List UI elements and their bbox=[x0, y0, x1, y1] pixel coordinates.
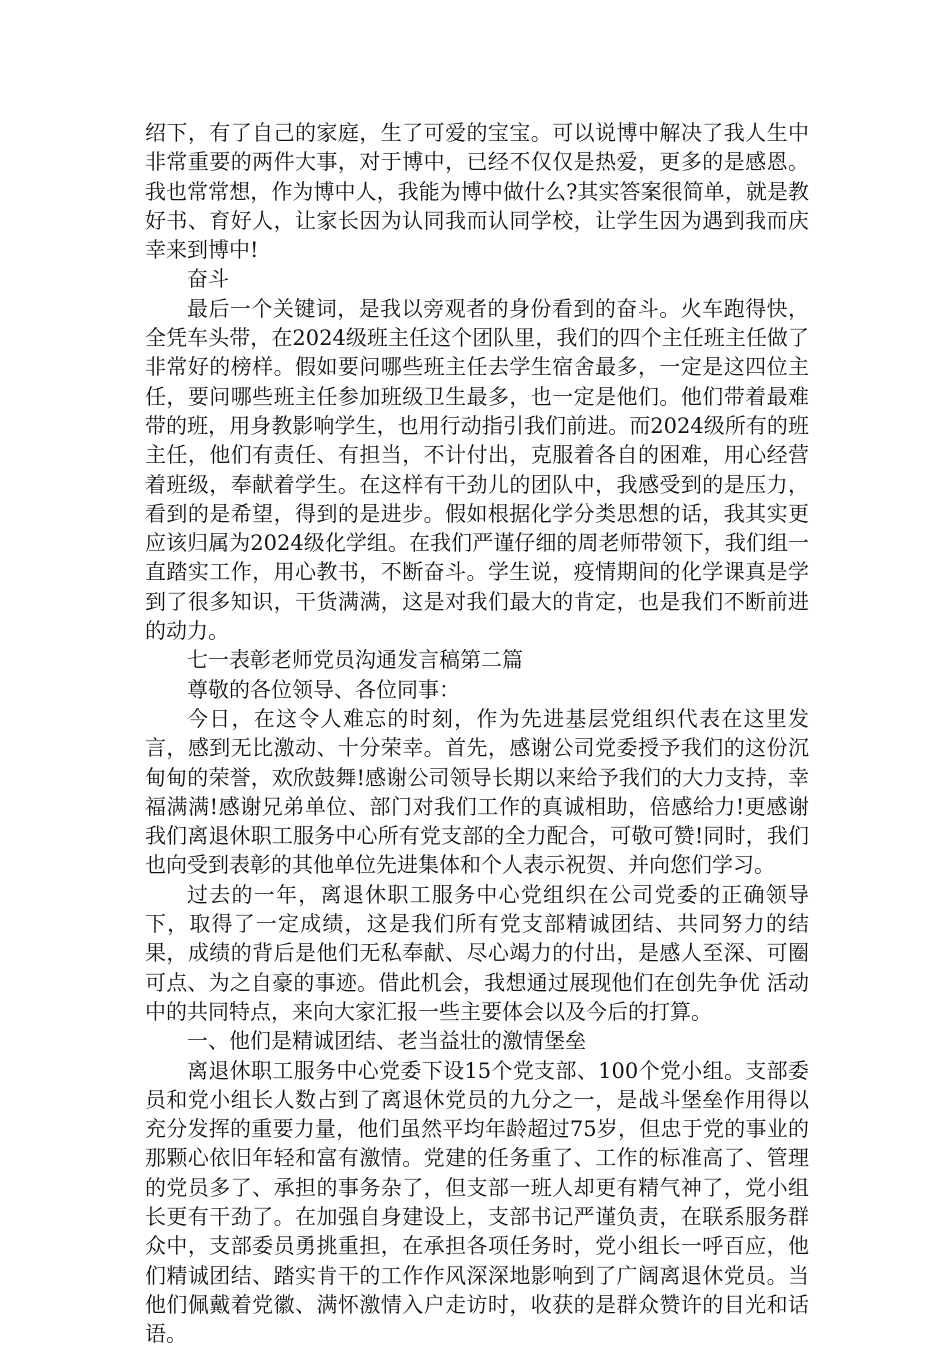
paragraph-struggle: 最后一个关键词，是我以旁观者的身份看到的奋斗。火车跑得快，全凭车头带，在2024级班主任这个团队里，我们的四个主任班主任做了非常好的榜样。假如要问哪些班主任去学生宿舍最多，一定是这四位主任，要问哪些班主任参加班级卫生最多，也一定是他们。他们带着最难带的班，用身教影响学生，也用行动指引我们前进。而2024级所有的班主任，他们有责任、有担当，不计付出，克服着各自的困难，用心经营着班级，奉献着学生。在这样有干劲儿的团队中，我感受到的是压力，看到的是希望，得到的是进步。假如根据化学分类思想的话，我其实更应该归属为2024级化学组。在我们严谨仔细的周老师带领下，我们组一直踏实工作，用心教书，不断奋斗。学生说，疫情期间的化学课真是学到了很多知识，干货满满，这是对我们最大的肯定，也是我们不断前进的动力。 bbox=[145, 295, 809, 647]
paragraph-past-year: 过去的一年，离退休职工服务中心党组织在公司党委的正确领导下，取得了一定成绩，这是我们所有党支部精诚团结、共同努力的结果，成绩的背后是他们无私奉献、尽心竭力的付出，是感人至深、可圈可点、为之自豪的事迹。借此机会，我想通过展现他们在创先争优 活动中的共同特点，来向大家汇报一些主要体会以及今后的打算。 bbox=[145, 881, 809, 1027]
article-title-second: 七一表彰老师党员沟通发言稿第二篇 bbox=[145, 646, 809, 675]
section-heading-struggle: 奋斗 bbox=[145, 265, 809, 294]
paragraph-thanks: 今日，在这令人难忘的时刻，作为先进基层党组织代表在这里发言，感到无比激动、十分荣幸。首先，感谢公司党委授予我们的这份沉甸甸的荣誉，欢欣鼓舞!感谢公司领导长期以来给予我们的大力支持，幸福满满!感谢兄弟单位、部门对我们工作的真诚相助，倍感给力!更感谢我们离退休职工服务中心所有党支部的全力配合，可敬可赞!同时，我们也向受到表彰的其他单位先进集体和个人表示祝贺、并向您们学习。 bbox=[145, 705, 809, 881]
paragraph-party-branches: 离退休职工服务中心党委下设15个党支部、100个党小组。支部委员和党小组长人数占到了离退休党员的九分之一，是战斗堡垒作用得以充分发挥的重要力量，他们虽然平均年龄超过75岁，但忠于党的事业的那颗心依旧年轻和富有激情。党建的任务重了、工作的标准高了、管理的党员多了、承担的事务杂了，但支部一班人却更有精气神了，党小组长更有干劲了。在加强自身建设上，支部书记严谨负责，在联系服务群众中，支部委员勇挑重担，在承担各项任务时，党小组长一呼百应，他们精诚团结、踏实肯干的工作作风深深地影响到了广阔离退休党员。当他们佩戴着党徽、满怀激情入户走访时，收获的是群众赞许的目光和话语。 bbox=[145, 1057, 809, 1349]
salutation: 尊敬的各位领导、各位同事： bbox=[145, 676, 809, 705]
section-heading-one: 一、他们是精诚团结、老当益壮的激情堡垒 bbox=[145, 1027, 809, 1056]
paragraph-intro-continuation: 绍下，有了自己的家庭，生了可爱的宝宝。可以说博中解决了我人生中非常重要的两件大事，对于博中，已经不仅仅是热爱，更多的是感恩。我也常常想，作为博中人，我能为博中做什么?其实答案很简单，就是教好书、育好人，让家长因为认同我而认同学校，让学生因为遇到我而庆幸来到博中! bbox=[145, 119, 809, 265]
document-page bbox=[145, 119, 809, 1349]
